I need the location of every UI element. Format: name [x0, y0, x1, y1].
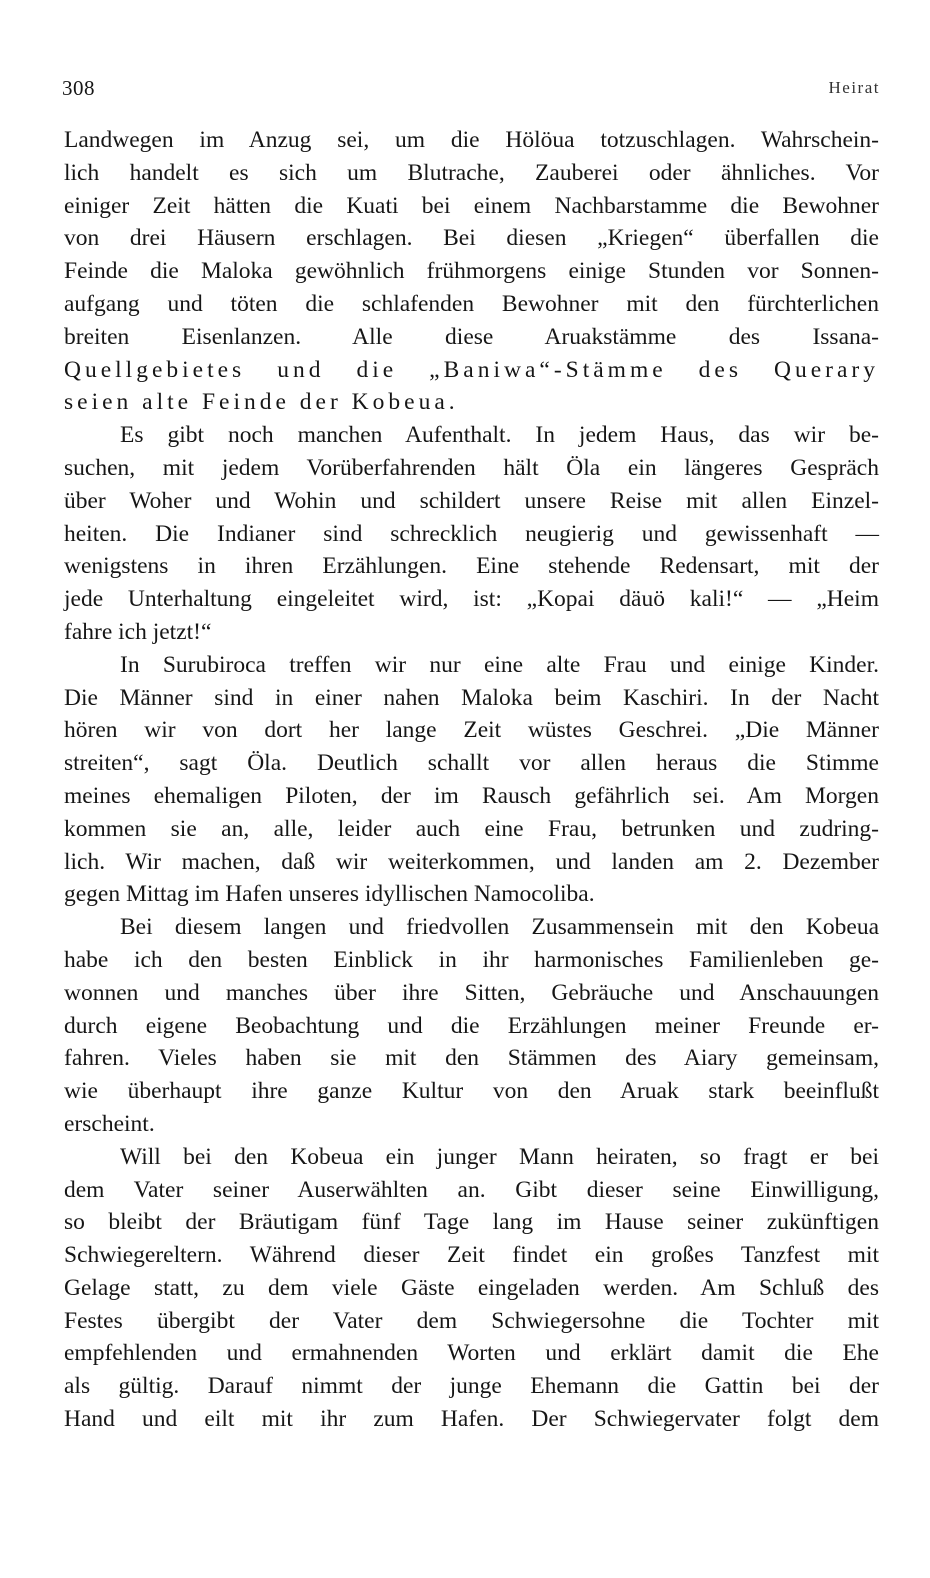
body-text: [64, 124, 879, 1436]
text-line: einiger Zeit hätten die Kuati bei einem Nachbarstamme die Bewohner: [64, 192, 879, 219]
text-line: streiten“, sagt Öla. Deutlich schallt vor allen heraus die Stimme: [64, 750, 879, 777]
text-line: Die Männer sind in einer nahen Maloka beim Kaschiri. In der Nacht: [64, 684, 879, 711]
text-line: so bleibt der Bräutigam fünf Tage lang im Hause seiner zukünftigen: [64, 1209, 879, 1236]
text-line: habe ich den besten Einblick in ihr harmonisches Familienleben ge-: [64, 946, 879, 973]
text-line: wenigstens in ihren Erzählungen. Eine stehende Redensart, mit der: [64, 553, 879, 580]
text-line: breiten Eisenlanzen. Alle diese Aruakstämme des Issana-: [64, 323, 879, 350]
text-line: Hand und eilt mit ihr zum Hafen. Der Schwiegervater folgt dem: [64, 1406, 879, 1433]
text-line: Festes übergibt der Vater dem Schwiegersohne die Tochter mit: [64, 1307, 879, 1334]
text-line: Gelage statt, zu dem viele Gäste eingeladen werden. Am Schluß des: [64, 1274, 879, 1301]
text-line: kommen sie an, alle, leider auch eine Frau, betrunken und zudring-: [64, 815, 879, 842]
text-line: suchen, mit jedem Vorüberfahrenden hält Öla ein längeres Gespräch: [64, 454, 879, 481]
text-line-spaced: Quellgebietes und die „Baniwa“-Stämme des Querary: [64, 356, 879, 383]
paragraph-start-line: In Surubiroca treffen wir nur eine alte Frau und einige Kinder.: [120, 651, 879, 678]
text-line: wonnen und manches über ihre Sitten, Gebräuche und Anschauungen: [64, 979, 879, 1006]
text-line: heiten. Die Indianer sind schrecklich neugierig und gewissenhaft —: [64, 520, 879, 547]
text-line: dem Vater seiner Auserwählten an. Gibt dieser seine Einwilligung,: [64, 1176, 879, 1203]
text-line: fahre ich jetzt!“: [64, 618, 212, 645]
paragraph-start-line: Bei diesem langen und friedvollen Zusammensein mit den Kobeua: [120, 914, 879, 941]
text-line: gegen Mittag im Hafen unseres idyllischen Namocoliba.: [64, 881, 595, 908]
text-line: Landwegen im Anzug sei, um die Hölöua totzuschlagen. Wahrschein-: [64, 127, 879, 153]
text-line: aufgang und töten die schlafenden Bewohner mit den fürchterlichen: [64, 290, 879, 317]
text-line: als gültig. Darauf nimmt der junge Ehemann die Gattin bei der: [64, 1373, 879, 1400]
text-line: meines ehemaligen Piloten, der im Rausch gefährlich sei. Am Morgen: [64, 782, 879, 809]
text-line: empfehlenden und ermahnenden Worten und erklärt damit die Ehe: [64, 1340, 879, 1367]
text-line: Schwiegereltern. Während dieser Zeit findet ein großes Tanzfest mit: [64, 1242, 879, 1269]
text-line: wie überhaupt ihre ganze Kultur von den Aruak stark beeinflußt: [64, 1078, 879, 1105]
page-number: 308: [62, 76, 95, 100]
paragraph-start-line: Will bei den Kobeua ein junger Mann heiraten, so fragt er bei: [120, 1143, 879, 1170]
text-line: jede Unterhaltung eingeleitet wird, ist: „Kopai däuö kali!“ — „Heim: [64, 586, 879, 613]
text-line: lich. Wir machen, daß wir weiterkommen, und landen am 2. Dezember: [64, 848, 879, 875]
text-line: durch eigene Beobachtung und die Erzählungen meiner Freunde er-: [64, 1012, 879, 1039]
text-line: von drei Häusern erschlagen. Bei diesen „Kriegen“ überfallen die: [64, 225, 879, 252]
text-line: erscheint.: [64, 1110, 155, 1137]
text-line: fahren. Vieles haben sie mit den Stämmen des Aiary gemeinsam,: [64, 1045, 879, 1072]
paragraph-start-line: Es gibt noch manchen Aufenthalt. In jedem Haus, das wir be-: [120, 422, 879, 449]
running-head: Heirat: [828, 78, 880, 97]
text-line: hören wir von dort her lange Zeit wüstes Geschrei. „Die Männer: [64, 717, 879, 744]
text-line: Feinde die Maloka gewöhnlich frühmorgens einige Stunden vor Sonnen-: [64, 258, 879, 285]
text-line-spaced: seien alte Feinde der Kobeua.: [64, 389, 459, 416]
text-line: über Woher und Wohin und schildert unsere Reise mit allen Einzel-: [64, 487, 879, 514]
text-line: lich handelt es sich um Blutrache, Zauberei oder ähnliches. Vor: [64, 159, 879, 186]
